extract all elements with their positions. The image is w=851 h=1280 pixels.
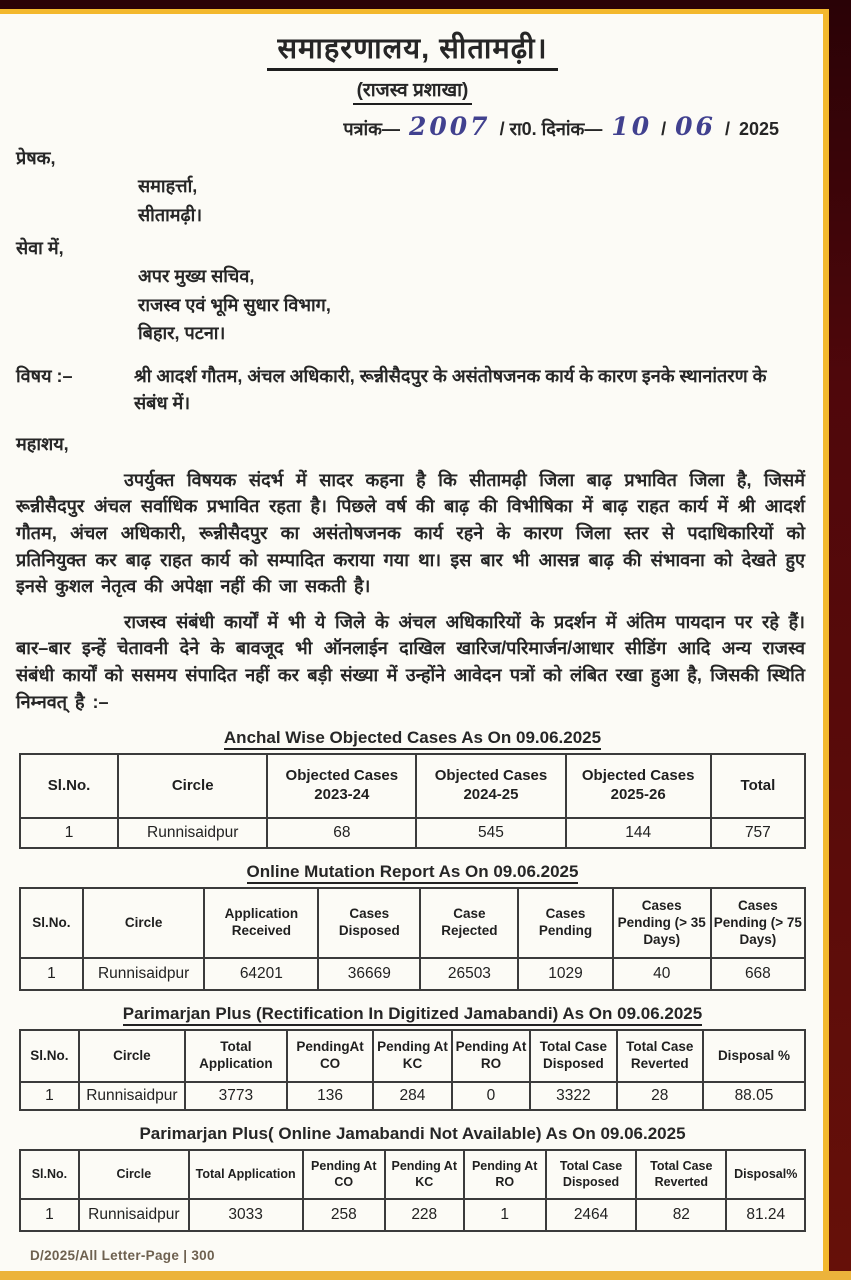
- branch-subtitle-text: (राजस्व प्रशाखा): [353, 80, 473, 105]
- table-cell: 258: [303, 1199, 385, 1231]
- page-footer-reference: D/2025/All Letter-Page | 300: [30, 1248, 215, 1264]
- table-cell: 228: [385, 1199, 464, 1231]
- table-cell: 2464: [546, 1199, 636, 1231]
- column-header: Sl.No.: [20, 754, 118, 818]
- table-cell: Runnisaidpur: [79, 1199, 189, 1231]
- column-header: Case Rejected: [420, 888, 518, 959]
- table-cell: 1: [20, 1082, 79, 1110]
- table-header-row: [20, 1030, 805, 1082]
- branch-subtitle: [16, 76, 809, 102]
- table-cell: 545: [416, 818, 565, 848]
- column-header: Pending At RO: [452, 1030, 531, 1082]
- table-cell: Runnisaidpur: [118, 818, 267, 848]
- table-4-title: [16, 1124, 809, 1144]
- table-header-row: [20, 754, 805, 818]
- table-1-title-text: Anchal Wise Objected Cases As On 09.06.2025: [224, 728, 601, 750]
- table-cell: 36669: [318, 958, 420, 990]
- office-title: [16, 28, 809, 67]
- online-mutation-table: [19, 887, 806, 992]
- column-header: Total: [711, 754, 805, 818]
- table-cell: 284: [373, 1082, 452, 1110]
- column-header: Circle: [79, 1030, 185, 1082]
- table-cell: 26503: [420, 958, 518, 990]
- column-header: Sl.No.: [20, 1150, 79, 1199]
- table-cell: 3033: [189, 1199, 303, 1231]
- table-cell: 82: [636, 1199, 726, 1231]
- frame-bottom-yellow-band: [0, 1271, 851, 1280]
- table-row: [20, 1199, 805, 1231]
- table-cell: 3322: [530, 1082, 616, 1110]
- table-1-title: [16, 728, 809, 748]
- column-header: Circle: [83, 888, 205, 959]
- table-cell: 1: [20, 1199, 79, 1231]
- column-header: Cases Disposed: [318, 888, 420, 959]
- column-header: Sl.No.: [20, 1030, 79, 1082]
- table-row: [20, 958, 805, 990]
- subject-label: विषय :–: [16, 366, 73, 386]
- to-label: सेवा में,: [16, 237, 64, 258]
- subject-text: श्री आदर्श गौतम, अंचल अधिकारी, रून्नीसैदपुर के असंतोषजनक कार्य के कारण इनके स्थानांतरण के संबंध में।: [134, 366, 767, 413]
- letter-no-label: पत्रांक—: [343, 119, 400, 139]
- column-header: Circle: [79, 1150, 189, 1199]
- table-2-title-text: Online Mutation Report As On 09.06.2025: [247, 862, 579, 884]
- objected-cases-table: [19, 753, 806, 849]
- date-slash-2: /: [724, 119, 730, 139]
- column-header: Application Received: [204, 888, 318, 959]
- table-header-row: [20, 888, 805, 959]
- to-line: राजस्व एवं भूमि सुधार विभाग,: [138, 294, 331, 315]
- column-header: Total Case Disposed: [546, 1150, 636, 1199]
- table-3-title: [16, 1004, 809, 1024]
- column-header: Total Application: [185, 1030, 287, 1082]
- column-header: Objected Cases 2023-24: [267, 754, 416, 818]
- table-cell: 0: [452, 1082, 531, 1110]
- table-cell: 757: [711, 818, 805, 848]
- column-header: Pending At KC: [385, 1150, 464, 1199]
- column-header: Disposal %: [703, 1030, 805, 1082]
- to-line: अपर मुख्य सचिव,: [138, 266, 255, 287]
- parimarjan-digitized-table: [19, 1029, 806, 1111]
- table-cell: 68: [267, 818, 416, 848]
- date-year: 2025: [738, 119, 779, 139]
- date-month-handwritten: 06: [675, 112, 716, 141]
- ra-dinank-label: / रा0. दिनांक—: [499, 119, 603, 139]
- table-cell: 81.24: [726, 1199, 805, 1231]
- date-day-handwritten: 10: [611, 112, 653, 141]
- column-header: Sl.No.: [20, 888, 83, 959]
- subject-block: [16, 363, 809, 417]
- table-2-title: [16, 862, 809, 882]
- body-paragraph-2: राजस्व संबंधी कार्यों में भी ये जिले के अंचल अधिकारियों के प्रदर्शन में अंतिम पायदान पर रहे हैं। बार–बार इन्हें चेतावनी देने के बावजूद भी ऑनलाईन दाखिल खारिज/परिमार्जन/आधार सीडिंग आदि अन्य राजस्व संबंधी कार्यों को ससमय संपादित नहीं कर बड़ी संख्या में उन्होंने आवेदन पत्रों को लंबित रखा हुआ है, जिसकी स्थिति निम्नवत् है :–: [16, 611, 805, 712]
- column-header: Pending At KC: [373, 1030, 452, 1082]
- body-paragraph-1: उपर्युक्त विषयक संदर्भ में सादर कहना है कि सीतामढ़ी जिला बाढ़ प्रभावित जिला है, जिसमें रून्नीसैदपुर अंचल सर्वाधिक प्रभावित रहता है। पिछले वर्ष की बाढ़ की विभीषिका में बाढ़ राहत कार्य में श्री आदर्श गौतम, अंचल अधिकारी, रून्नीसैदपुर का असंतोषजनक कार्य रहने के कारण जिला स्तर से पदाधिकारियों को प्रतिनियुक्त कर बाढ़ राहत कार्य को सम्पादित कराया गया था। इस बार भी आसन्न बाढ़ की संभावना को देखते हुए इनसे कुशल नेतृत्व की अपेक्षा नहीं की जा सकती है।: [16, 469, 805, 597]
- from-line: समाहर्त्ता,: [138, 176, 198, 197]
- table-cell: Runnisaidpur: [83, 958, 205, 990]
- column-header: Objected Cases 2025-26: [566, 754, 711, 818]
- column-header: Pending At RO: [464, 1150, 546, 1199]
- table-row: [20, 1082, 805, 1110]
- column-header: Disposal%: [726, 1150, 805, 1199]
- table-4-title-text: Parimarjan Plus( Online Jamabandi Not Available) As On 09.06.2025: [139, 1124, 686, 1144]
- column-header: Total Case Reverted: [636, 1150, 726, 1199]
- column-header: Total Case Reverted: [617, 1030, 703, 1082]
- table-cell: 668: [711, 958, 805, 990]
- office-title-text: समाहरणालय, सीतामढ़ी।: [267, 33, 557, 71]
- table-cell: 1029: [518, 958, 612, 990]
- table-cell: 3773: [185, 1082, 287, 1110]
- table-cell: 136: [287, 1082, 373, 1110]
- column-header: Cases Pending: [518, 888, 612, 959]
- letter-page: [0, 9, 829, 1271]
- from-address: [138, 173, 809, 228]
- table-cell: 1: [20, 958, 83, 990]
- column-header: Cases Pending (> 75 Days): [711, 888, 805, 959]
- table-cell: 28: [617, 1082, 703, 1110]
- letter-no-handwritten: 2007: [409, 112, 491, 141]
- table-cell: 1: [464, 1199, 546, 1231]
- table-cell: 1: [20, 818, 118, 848]
- reference-line: [16, 114, 779, 143]
- table-row: [20, 818, 805, 848]
- column-header: Total Application: [189, 1150, 303, 1199]
- to-address: [138, 263, 809, 347]
- to-line: बिहार, पटना।: [138, 323, 226, 344]
- table-cell: 64201: [204, 958, 318, 990]
- table-cell: Runnisaidpur: [79, 1082, 185, 1110]
- table-cell: 144: [566, 818, 711, 848]
- table-header-row: [20, 1150, 805, 1199]
- date-slash-1: /: [661, 119, 667, 139]
- column-header: Objected Cases 2024-25: [416, 754, 565, 818]
- table-cell: 40: [613, 958, 711, 990]
- from-label: प्रेषक,: [16, 147, 56, 168]
- table-3-title-text: Parimarjan Plus (Rectification In Digitized Jamabandi) As On 09.06.2025: [123, 1004, 702, 1026]
- parimarjan-not-available-table: [19, 1149, 806, 1232]
- column-header: PendingAt CO: [287, 1030, 373, 1082]
- table-cell: 88.05: [703, 1082, 805, 1110]
- column-header: Circle: [118, 754, 267, 818]
- column-header: Pending At CO: [303, 1150, 385, 1199]
- column-header: Total Case Disposed: [530, 1030, 616, 1082]
- column-header: Cases Pending (> 35 Days): [613, 888, 711, 959]
- salutation: महाशय,: [16, 434, 69, 454]
- from-line: सीतामढ़ी।: [138, 204, 203, 225]
